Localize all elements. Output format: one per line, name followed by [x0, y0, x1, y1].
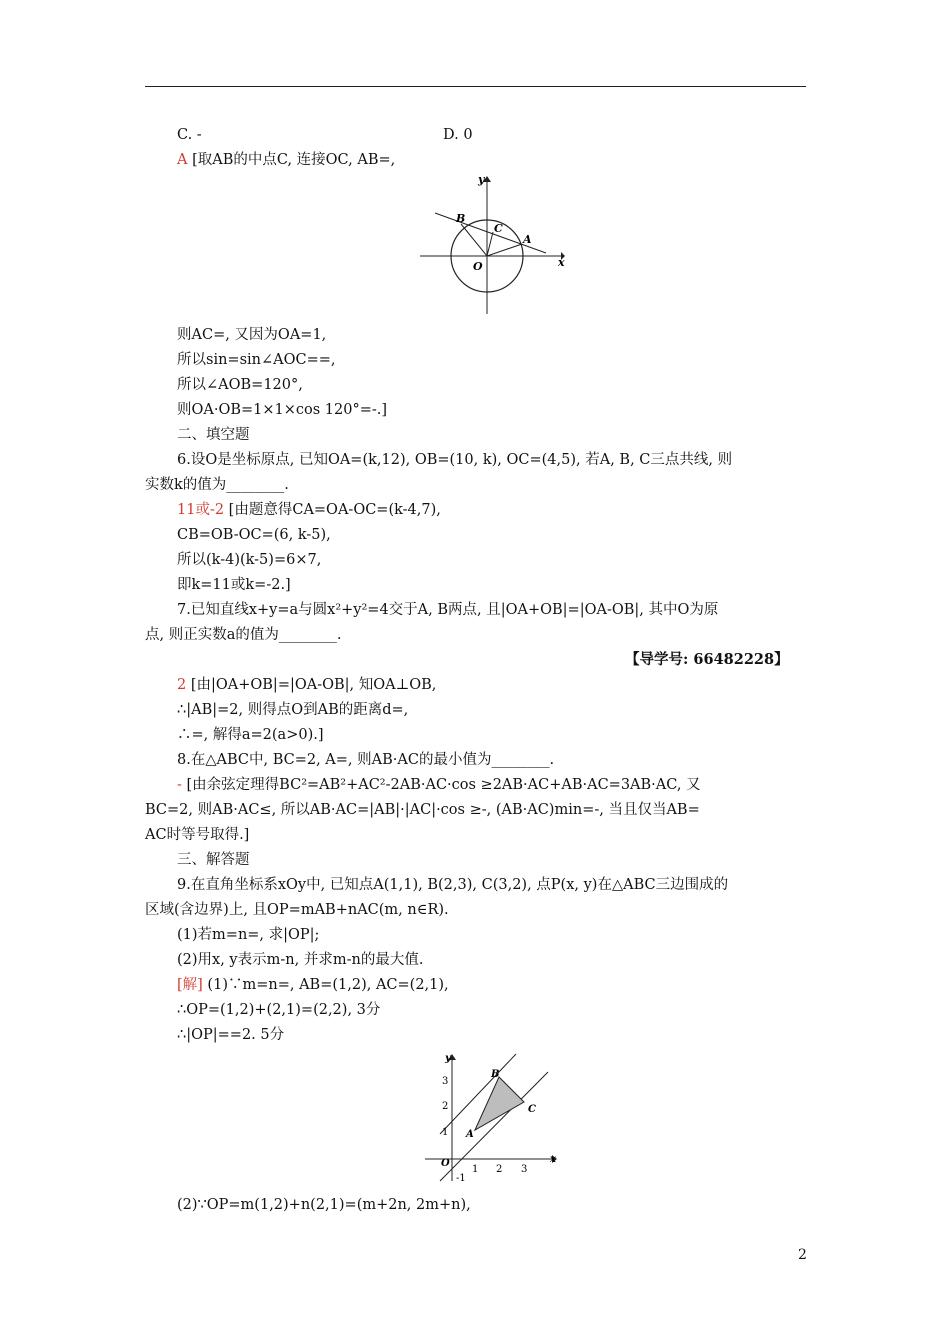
text-segment: 即k=11或k=-2.] — [177, 577, 291, 593]
answer-marker: - — [177, 777, 182, 793]
header-rule — [145, 86, 806, 87]
text-segment: 二、填空题 — [177, 427, 250, 443]
fig2-point-a: A — [466, 1129, 474, 1140]
text-line — [145, 475, 289, 495]
text-segment: 实数k的值为________. — [145, 477, 289, 493]
text-segment: [取AB的中点C, 连接OC, AB=, — [187, 152, 396, 168]
segment-oc — [487, 232, 493, 256]
triangle-region-figure — [420, 1050, 565, 1182]
fig2-tick-x3: 3 — [521, 1164, 528, 1175]
text-line — [177, 1025, 284, 1045]
text-line — [177, 450, 732, 470]
text-segment: 则OA·OB=1×1×cos 120°=-.] — [177, 402, 388, 418]
text-line — [177, 950, 423, 970]
fig1-point-b: B — [456, 212, 466, 225]
text-line — [177, 425, 250, 445]
text-segment: ∴OP=(1,2)+(2,1)=(2,2), 3分 — [177, 1002, 381, 1018]
text-segment: C. - — [177, 127, 202, 143]
fig1-point-c: C — [494, 222, 503, 235]
text-line — [177, 725, 324, 745]
text-line — [177, 975, 449, 995]
text-line — [145, 800, 700, 820]
text-segment: 7.已知直线x+y=a与圆x²+y²=4交于A, B两点, 且|OA+OB|=|OA-OB|, 其中O为原 — [177, 602, 719, 618]
text-segment: 点, 则正实数a的值为________. — [145, 627, 342, 643]
fig2-tick-y3: 3 — [442, 1076, 449, 1087]
text-segment: [由题意得CA=OA-OC=(k-4,7), — [224, 502, 441, 518]
text-segment: CB=OB-OC=(6, k-5), — [177, 527, 331, 543]
fig2-tick-minus1: -1 — [456, 1173, 466, 1182]
text-line — [177, 525, 331, 545]
text-segment: 8.在△ABC中, BC=2, A=, 则AB·AC的最小值为________. — [177, 752, 555, 768]
text-line — [177, 325, 326, 345]
text-segment: BC=2, 则AB·AC≤, 所以AB·AC=|AB|·|AC|·cos ≥-, (AB·AC)min=-, 当且仅当AB= — [145, 802, 700, 818]
text-line — [177, 700, 408, 720]
text-segment: (1)若m=n=, 求|OP|; — [177, 927, 320, 943]
text-segment: 6.设O是坐标原点, 已知OA=(k,12), OB=(10, k), OC=(4,5), 若A, B, C三点共线, 则 — [177, 452, 733, 468]
text-line — [177, 925, 319, 945]
fig2-x-label: x — [550, 1154, 556, 1165]
text-segment: 三、解答题 — [177, 852, 250, 868]
text-line — [177, 150, 395, 170]
text-line — [177, 750, 554, 770]
text-line — [177, 125, 202, 145]
fig2-point-c: C — [528, 1104, 536, 1115]
text-segment: ∴|AB|=2, 则得点O到AB的距离d=, — [177, 702, 409, 718]
text-segment: 所以∠AOB=120°, — [177, 377, 303, 393]
text-segment: 所以(k-4)(k-5)=6×7, — [177, 552, 322, 568]
fig2-tick-x2: 2 — [496, 1164, 503, 1175]
text-line — [177, 1000, 380, 1020]
text-segment: [由|OA+OB|=|OA-OB|, 知OA⊥OB, — [186, 677, 437, 693]
text-line — [145, 625, 341, 645]
text-segment: AC时等号取得.] — [145, 827, 250, 843]
text-line — [625, 650, 789, 670]
text-line — [145, 825, 249, 845]
text-segment: ∴=, 解得a=2(a>0).] — [177, 727, 324, 743]
answer-marker: A — [177, 152, 188, 168]
text-segment: ∴|OP|==2. 5分 — [177, 1027, 285, 1043]
text-segment: (1)∵m=n=, AB=(1,2), AC=(2,1), — [202, 977, 449, 993]
text-line — [177, 675, 436, 695]
text-line — [177, 875, 728, 895]
text-segment: [由余弦定理得BC²=AB²+AC²-2AB·AC·cos ≥2AB·AC+AB·AC=3AB·AC, 又 — [181, 777, 701, 793]
text-segment: 区域(含边界)上, 且OP=mAB+nAC(m, n∈R). — [145, 902, 449, 918]
answer-marker: 2 — [177, 677, 187, 693]
fig2-tick-y2: 2 — [442, 1101, 449, 1112]
text-segment: 【导学号: 66482228】 — [625, 651, 789, 668]
text-line — [177, 575, 291, 595]
circle-chord-figure — [415, 172, 565, 318]
text-line — [177, 550, 321, 570]
fig2-tick-x1: 1 — [472, 1164, 479, 1175]
text-segment: (2)∵OP=m(1,2)+n(2,1)=(m+2n, 2m+n), — [177, 1197, 471, 1213]
triangle-abc — [475, 1077, 524, 1130]
fig2-tick-y1: 1 — [442, 1127, 449, 1138]
fig1-point-a: A — [523, 233, 532, 246]
fig2-point-b: B — [491, 1069, 500, 1080]
option-d: D. 0 — [443, 127, 473, 143]
text-segment: 则AC=, 又因为OA=1, — [177, 327, 327, 343]
answer-marker: 11或-2 — [177, 502, 225, 518]
text-line — [177, 350, 336, 370]
text-line — [177, 500, 441, 520]
page-number: 2 — [798, 1247, 807, 1263]
text-line — [177, 1195, 471, 1215]
text-line — [177, 775, 701, 795]
fig2-origin-label: O — [441, 1158, 450, 1169]
fig1-x-label: x — [558, 256, 565, 269]
text-line — [145, 900, 449, 920]
text-line — [177, 400, 387, 420]
text-line — [177, 375, 303, 395]
fig2-y-label: y — [445, 1053, 451, 1064]
segment-ob — [461, 224, 487, 256]
text-line — [177, 600, 718, 620]
fig1-origin-label: O — [473, 260, 483, 273]
segment-oa — [487, 244, 522, 256]
text-line — [177, 850, 250, 870]
fig1-y-label: y — [478, 173, 485, 186]
answer-marker: [解] — [177, 977, 203, 993]
text-segment: 所以sin=sin∠AOC==, — [177, 352, 336, 368]
text-segment: 9.在直角坐标系xOy中, 已知点A(1,1), B(2,3), C(3,2), 点P(x, y)在△ABC三边围成的 — [177, 877, 729, 893]
text-segment: (2)用x, y表示m-n, 并求m-n的最大值. — [177, 952, 424, 968]
